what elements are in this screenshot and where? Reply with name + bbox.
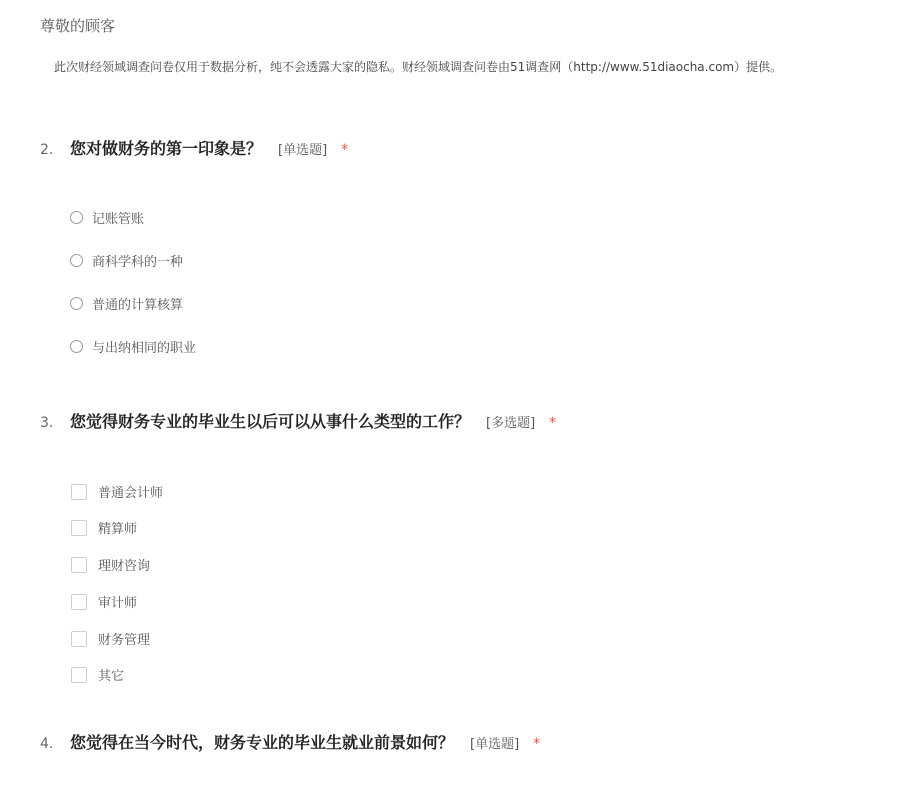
option-label: 审计师 bbox=[98, 596, 138, 611]
q2-option-3[interactable] bbox=[70, 294, 183, 313]
option-label: 与出纳相同的职业 bbox=[92, 341, 197, 356]
checkbox[interactable] bbox=[71, 667, 87, 683]
q3-option-6[interactable] bbox=[71, 665, 124, 684]
question-number: 2. bbox=[40, 142, 54, 158]
radio-button[interactable] bbox=[70, 211, 83, 224]
option-label: 记账管账 bbox=[92, 212, 145, 227]
question-type-badge: [单选题] bbox=[470, 737, 520, 752]
greeting: 尊敬的顾客 bbox=[40, 17, 116, 35]
q2-option-1[interactable] bbox=[70, 208, 144, 227]
q3-option-4[interactable] bbox=[71, 592, 137, 611]
option-label: 普通的计算核算 bbox=[92, 298, 184, 313]
option-label: 商科学科的一种 bbox=[92, 255, 184, 270]
checkbox[interactable] bbox=[71, 631, 87, 647]
question-title: 您对做财务的第一印象是？ bbox=[70, 139, 263, 158]
q3-option-5[interactable] bbox=[71, 629, 150, 648]
option-label: 财务管理 bbox=[98, 633, 151, 648]
question-2-header bbox=[40, 136, 348, 159]
q3-option-3[interactable] bbox=[71, 555, 150, 574]
option-label: 精算师 bbox=[98, 522, 138, 537]
question-4-header bbox=[40, 730, 540, 753]
required-asterisk: * bbox=[533, 736, 541, 752]
checkbox[interactable] bbox=[71, 594, 87, 610]
checkbox[interactable] bbox=[71, 484, 87, 500]
checkbox[interactable] bbox=[71, 520, 87, 536]
required-asterisk: * bbox=[549, 415, 557, 431]
q2-option-2[interactable] bbox=[70, 251, 183, 270]
question-3-header bbox=[40, 409, 556, 432]
checkbox[interactable] bbox=[71, 557, 87, 573]
question-type-badge: [单选题] bbox=[278, 143, 328, 158]
question-type-badge: [多选题] bbox=[486, 416, 536, 431]
question-title: 您觉得财务专业的毕业生以后可以从事什么类型的工作？ bbox=[70, 412, 471, 431]
question-title: 您觉得在当今时代，财务专业的毕业生就业前景如何？ bbox=[70, 733, 455, 752]
q3-option-1[interactable] bbox=[71, 482, 163, 501]
question-number: 3. bbox=[40, 415, 54, 431]
radio-button[interactable] bbox=[70, 340, 83, 353]
q3-option-2[interactable] bbox=[71, 518, 137, 537]
radio-button[interactable] bbox=[70, 297, 83, 310]
required-asterisk: * bbox=[341, 142, 349, 158]
question-number: 4. bbox=[40, 736, 54, 752]
radio-button[interactable] bbox=[70, 254, 83, 267]
option-label: 普通会计师 bbox=[98, 486, 164, 501]
option-label: 理财咨询 bbox=[98, 559, 151, 574]
q2-option-4[interactable] bbox=[70, 337, 196, 356]
survey-intro: 此次财经领域调查问卷仅用于数据分析，纯不会透露大家的隐私。财经领域调查问卷由51调查网（http://www.51diaocha.com）提供。 bbox=[54, 60, 783, 74]
option-label: 其它 bbox=[98, 669, 125, 684]
